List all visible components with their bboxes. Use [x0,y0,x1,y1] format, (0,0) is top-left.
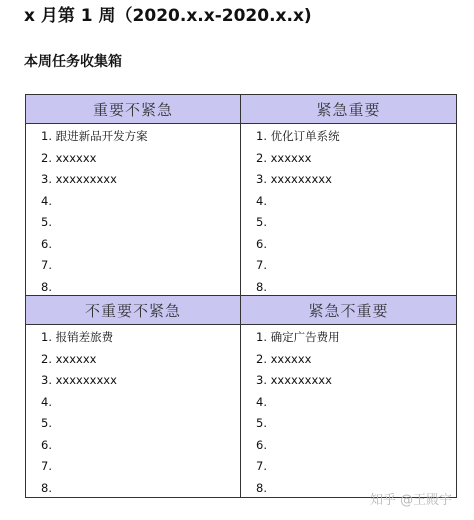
task-matrix [25,94,457,498]
list-item: 1. 跟进新品开发方案 [41,129,148,143]
list-item: 5. [256,416,267,430]
quadrant-header: 不重要不紧急 [26,296,240,325]
task-list [241,325,456,497]
list-item: 8. [256,480,267,495]
list-item: 1. 优化订单系统 [256,129,340,143]
quadrant-header: 重要不紧急 [26,95,240,124]
list-item: 2. xxxxxx [256,150,312,165]
list-item: 3. xxxxxxxxx [41,172,117,186]
quadrant-urgent-not-important [241,296,456,497]
list-item: 3. xxxxxxxxx [41,373,117,387]
list-item: 1. 确定广告费用 [256,330,340,344]
list-item: 8. [41,279,52,294]
list-item: 2. xxxxxx [256,351,312,366]
list-item: 7. [41,459,52,473]
list-item: 4. [256,394,267,409]
list-item: 2. xxxxxx [41,150,97,165]
quadrant-important-not-urgent [26,95,241,296]
list-item: 4. [256,193,267,208]
list-item: 6. [41,437,52,452]
task-list [26,124,240,296]
quadrant-urgent-important [241,95,456,296]
section-title: 本周任务收集箱 [24,54,122,70]
watermark-text: 知乎 @王殿宇 [370,493,453,508]
quadrant-header: 紧急重要 [241,95,456,124]
list-item: 2. xxxxxx [41,351,97,366]
list-item: 5. [256,215,267,229]
list-item: 3. xxxxxxxxx [256,373,332,387]
list-item: 6. [256,236,267,251]
list-item: 4. [41,193,52,208]
list-item: 4. [41,394,52,409]
list-item: 3. xxxxxxxxx [256,172,332,186]
list-item: 7. [256,258,267,272]
list-item: 8. [256,279,267,294]
document-title: x 月第 1 周（2020.x.x-2020.x.x) [24,6,312,26]
quadrant-header: 紧急不重要 [241,296,456,325]
list-item: 6. [256,437,267,452]
quadrant-not-important-not-urgent [26,296,241,497]
task-list [241,124,456,296]
list-item: 7. [256,459,267,473]
list-item: 8. [41,480,52,495]
list-item: 6. [41,236,52,251]
list-item: 5. [41,416,52,430]
task-list [26,325,240,497]
list-item: 7. [41,258,52,272]
list-item: 5. [41,215,52,229]
list-item: 1. 报销差旅费 [41,330,114,344]
